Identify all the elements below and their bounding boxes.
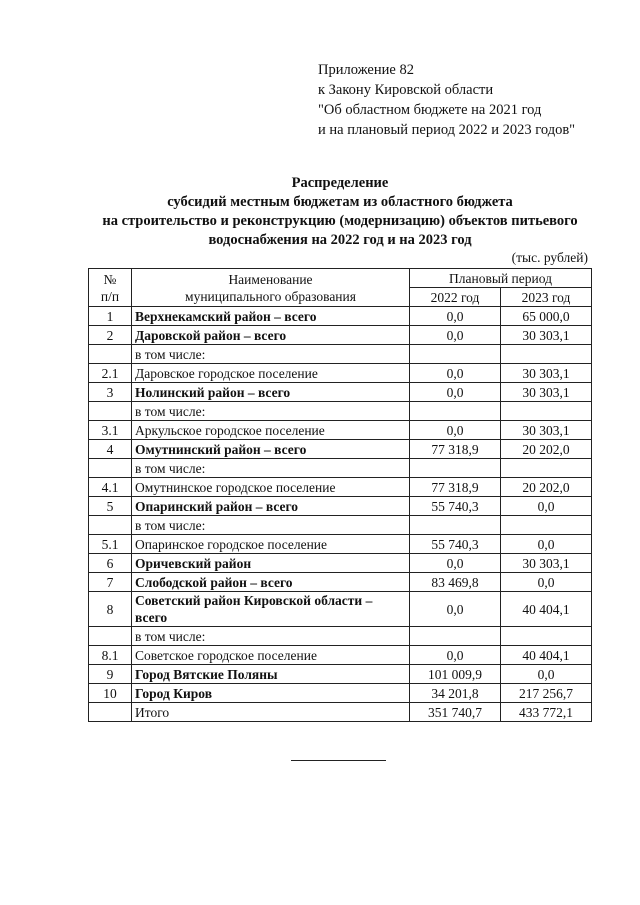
row-value-2023: 0,0 xyxy=(501,665,592,684)
row-value-2023: 40 404,1 xyxy=(501,646,592,665)
appendix-line: "Об областном бюджете на 2021 год xyxy=(318,102,542,118)
row-number xyxy=(89,402,132,421)
row-value-2023: 30 303,1 xyxy=(501,383,592,402)
row-value-2023: 20 202,0 xyxy=(501,440,592,459)
header-name-line: муниципального образования xyxy=(185,288,356,304)
row-name: Город Киров xyxy=(132,684,410,703)
title-line: на строительство и реконструкцию (модернизацию) объектов питьевого xyxy=(102,213,578,229)
table-row xyxy=(89,307,592,326)
row-value-2023: 0,0 xyxy=(501,497,592,516)
row-number: 4 xyxy=(89,440,132,459)
title-line: водоснабжения на 2022 год и на 2023 год xyxy=(208,232,472,248)
header-year-2022: 2022 год xyxy=(410,288,501,307)
row-name: в том числе: xyxy=(132,627,410,646)
row-name: в том числе: xyxy=(132,402,410,421)
row-name: Слободской район – всего xyxy=(132,573,410,592)
row-number: 4.1 xyxy=(89,478,132,497)
row-value-2023: 30 303,1 xyxy=(501,364,592,383)
row-number: 9 xyxy=(89,665,132,684)
row-value-2022: 0,0 xyxy=(410,307,501,326)
row-value-2022: 55 740,3 xyxy=(410,535,501,554)
row-value-2022 xyxy=(410,459,501,478)
row-name: Омутнинский район – всего xyxy=(132,440,410,459)
row-value-2023 xyxy=(501,402,592,421)
row-value-2023: 433 772,1 xyxy=(501,703,592,722)
row-number: 5 xyxy=(89,497,132,516)
row-value-2022: 0,0 xyxy=(410,554,501,573)
header-year-2023: 2023 год xyxy=(501,288,592,307)
table-row xyxy=(89,364,592,383)
table-row xyxy=(89,554,592,573)
row-number: 10 xyxy=(89,684,132,703)
title-line: субсидий местным бюджетам из областного бюджета xyxy=(167,194,513,210)
title-line: Распределение xyxy=(291,175,389,191)
row-value-2022: 0,0 xyxy=(410,364,501,383)
row-value-2022 xyxy=(410,402,501,421)
row-number xyxy=(89,516,132,535)
row-value-2023: 30 303,1 xyxy=(501,554,592,573)
row-number: 2.1 xyxy=(89,364,132,383)
row-name: Омутнинское городское поселение xyxy=(132,478,410,497)
row-number: 2 xyxy=(89,326,132,345)
row-value-2022: 77 318,9 xyxy=(410,478,501,497)
row-name: Советский район Кировской области – всего xyxy=(132,592,410,627)
table-body xyxy=(89,307,592,722)
table-row xyxy=(89,326,592,345)
row-name: Аркульское городское поселение xyxy=(132,421,410,440)
table-row xyxy=(89,383,592,402)
row-value-2023: 0,0 xyxy=(501,573,592,592)
row-value-2023 xyxy=(501,345,592,364)
row-value-2022: 77 318,9 xyxy=(410,440,501,459)
row-name: Оричевский район xyxy=(132,554,410,573)
row-value-2023 xyxy=(501,516,592,535)
row-number xyxy=(89,703,132,722)
header-number-line: № xyxy=(103,271,117,287)
table-row xyxy=(89,535,592,554)
table-row xyxy=(89,459,592,478)
row-name: в том числе: xyxy=(132,516,410,535)
row-number xyxy=(89,627,132,646)
row-value-2023 xyxy=(501,627,592,646)
table-row xyxy=(89,665,592,684)
row-name: в том числе: xyxy=(132,345,410,364)
appendix-line: к Закону Кировской области xyxy=(318,82,494,98)
row-value-2022: 0,0 xyxy=(410,383,501,402)
row-number xyxy=(89,345,132,364)
appendix-line: и на плановый период 2022 и 2023 годов" xyxy=(318,122,576,138)
row-value-2023: 217 256,7 xyxy=(501,684,592,703)
header-name-line: Наименование xyxy=(228,271,313,287)
appendix-header xyxy=(318,60,575,140)
row-name: Нолинский район – всего xyxy=(132,383,410,402)
appendix-line: Приложение 82 xyxy=(318,62,414,78)
table-row xyxy=(89,684,592,703)
row-value-2023 xyxy=(501,459,592,478)
row-value-2022: 83 469,8 xyxy=(410,573,501,592)
row-name: Даровской район – всего xyxy=(132,326,410,345)
row-value-2022: 34 201,8 xyxy=(410,684,501,703)
table-row xyxy=(89,703,592,722)
header-name xyxy=(132,269,410,307)
table-row xyxy=(89,402,592,421)
table-row xyxy=(89,440,592,459)
table-row xyxy=(89,478,592,497)
header-number xyxy=(89,269,132,307)
row-value-2022: 0,0 xyxy=(410,421,501,440)
row-name: Даровское городское поселение xyxy=(132,364,410,383)
row-value-2022: 101 009,9 xyxy=(410,665,501,684)
row-number: 5.1 xyxy=(89,535,132,554)
row-number: 8.1 xyxy=(89,646,132,665)
subsidy-table xyxy=(88,268,592,722)
row-number: 7 xyxy=(89,573,132,592)
units-note: (тыс. рублей) xyxy=(511,250,588,265)
row-number: 3.1 xyxy=(89,421,132,440)
row-value-2023: 0,0 xyxy=(501,535,592,554)
row-value-2023: 30 303,1 xyxy=(501,421,592,440)
row-value-2022: 0,0 xyxy=(410,592,501,627)
row-value-2022 xyxy=(410,516,501,535)
table-row xyxy=(89,627,592,646)
row-value-2022: 0,0 xyxy=(410,646,501,665)
table-row xyxy=(89,592,592,627)
row-name: Итого xyxy=(132,703,410,722)
table-row xyxy=(89,646,592,665)
table-row xyxy=(89,421,592,440)
row-name: Опаринское городское поселение xyxy=(132,535,410,554)
row-number: 1 xyxy=(89,307,132,326)
row-name: Верхнекамский район – всего xyxy=(132,307,410,326)
row-name: Советское городское поселение xyxy=(132,646,410,665)
row-number xyxy=(89,459,132,478)
table-row xyxy=(89,345,592,364)
row-value-2023: 65 000,0 xyxy=(501,307,592,326)
row-value-2023: 20 202,0 xyxy=(501,478,592,497)
row-value-2023: 30 303,1 xyxy=(501,326,592,345)
row-name: в том числе: xyxy=(132,459,410,478)
signature-line xyxy=(291,760,386,761)
row-value-2022: 351 740,7 xyxy=(410,703,501,722)
header-number-line: п/п xyxy=(100,288,120,304)
row-value-2023: 40 404,1 xyxy=(501,592,592,627)
row-value-2022 xyxy=(410,627,501,646)
row-number: 6 xyxy=(89,554,132,573)
document-title xyxy=(60,174,620,250)
row-value-2022 xyxy=(410,345,501,364)
row-value-2022: 0,0 xyxy=(410,326,501,345)
table-row xyxy=(89,573,592,592)
row-number: 3 xyxy=(89,383,132,402)
table-row xyxy=(89,497,592,516)
row-name: Город Вятские Поляны xyxy=(132,665,410,684)
row-number: 8 xyxy=(89,592,132,627)
table-row xyxy=(89,516,592,535)
header-period: Плановый период xyxy=(410,269,592,288)
row-value-2022: 55 740,3 xyxy=(410,497,501,516)
row-name: Опаринский район – всего xyxy=(132,497,410,516)
